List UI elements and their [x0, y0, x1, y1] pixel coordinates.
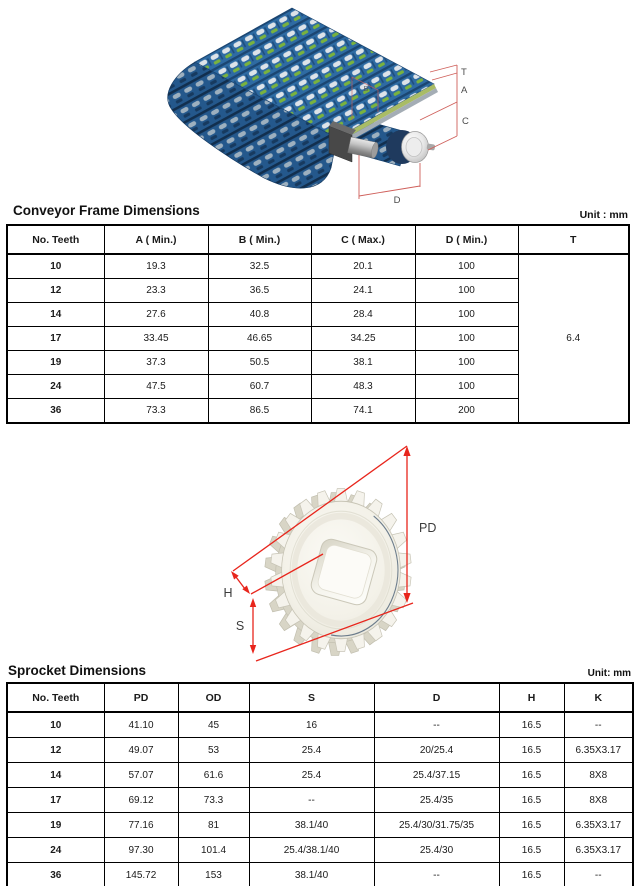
- cell: 47.5: [104, 375, 208, 399]
- table-row: [7, 863, 633, 886]
- sprocket-dim-label-s: S: [235, 619, 245, 633]
- cell-no-teeth: 12: [7, 279, 104, 303]
- conveyor-unit-label: Unit : mm: [579, 209, 628, 221]
- col-header: OD: [178, 683, 249, 712]
- table-row: [7, 813, 633, 838]
- sprocket-figure: [0, 430, 635, 670]
- cell: 6.35X3.17: [564, 738, 633, 763]
- cell: 153: [178, 863, 249, 886]
- cell: 53: [178, 738, 249, 763]
- cell: 24.1: [311, 279, 415, 303]
- col-header: S: [249, 683, 374, 712]
- cell: 6.35X3.17: [564, 813, 633, 838]
- cell: 16.5: [499, 838, 564, 863]
- belt-dim-label-b: B: [363, 84, 369, 93]
- col-header: No. Teeth: [7, 683, 104, 712]
- belt-dim-label-c: C: [462, 116, 469, 127]
- sprocket-unit-label: Unit: mm: [587, 668, 631, 679]
- cell: 46.65: [208, 327, 311, 351]
- table-row: [7, 254, 629, 279]
- cell: 49.07: [104, 738, 178, 763]
- conveyor-figure: [0, 0, 635, 210]
- cell: 33.45: [104, 327, 208, 351]
- cell: 36.5: [208, 279, 311, 303]
- cell: 37.3: [104, 351, 208, 375]
- cell-no-teeth: 36: [7, 399, 104, 424]
- cell: 8X8: [564, 763, 633, 788]
- cell: 16.5: [499, 738, 564, 763]
- table-row: [7, 712, 633, 738]
- cell: 34.25: [311, 327, 415, 351]
- cell: 32.5: [208, 254, 311, 279]
- cell: 19.3: [104, 254, 208, 279]
- cell: 41.10: [104, 712, 178, 738]
- cell-no-teeth: 14: [7, 763, 104, 788]
- cell: 100: [415, 254, 518, 279]
- table-row: [7, 788, 633, 813]
- belt-dim-label-d: D: [393, 195, 401, 206]
- table-row: [7, 738, 633, 763]
- cell: 16.5: [499, 813, 564, 838]
- col-header: C ( Max.): [311, 225, 415, 254]
- cell: 97.30: [104, 838, 178, 863]
- cell: 27.6: [104, 303, 208, 327]
- cell: 16: [249, 712, 374, 738]
- cell: 50.5: [208, 351, 311, 375]
- cell: 200: [415, 399, 518, 424]
- cell: 57.07: [104, 763, 178, 788]
- cell: 100: [415, 303, 518, 327]
- cell: 16.5: [499, 763, 564, 788]
- table-row: [7, 763, 633, 788]
- cell: 73.3: [104, 399, 208, 424]
- cell: 101.4: [178, 838, 249, 863]
- cell: 25.4/30/31.75/35: [374, 813, 499, 838]
- cell: 25.4/35: [374, 788, 499, 813]
- cell: 25.4/38.1/40: [249, 838, 374, 863]
- cell-no-teeth: 19: [7, 351, 104, 375]
- cell: 20.1: [311, 254, 415, 279]
- belt-illustration: [168, 8, 438, 207]
- cell: 20/25.4: [374, 738, 499, 763]
- cell: 100: [415, 351, 518, 375]
- cell-no-teeth: 36: [7, 863, 104, 886]
- sprocket-dimensions-table: [6, 682, 634, 886]
- cell: 69.12: [104, 788, 178, 813]
- col-header: H: [499, 683, 564, 712]
- cell: 77.16: [104, 813, 178, 838]
- cell: 60.7: [208, 375, 311, 399]
- cell: 48.3: [311, 375, 415, 399]
- cell: 25.4: [249, 738, 374, 763]
- col-header: B ( Min.): [208, 225, 311, 254]
- table-header-row: [7, 683, 633, 712]
- cell: --: [249, 788, 374, 813]
- table-header-row: [7, 225, 629, 254]
- cell: --: [564, 712, 633, 738]
- cell: 6.35X3.17: [564, 838, 633, 863]
- col-header: No. Teeth: [7, 225, 104, 254]
- sprocket-section-title: Sprocket Dimensions: [8, 663, 147, 678]
- cell-no-teeth: 17: [7, 327, 104, 351]
- cell: 38.1: [311, 351, 415, 375]
- col-header: T: [518, 225, 629, 254]
- cell: 16.5: [499, 712, 564, 738]
- belt-dim-label-a: A: [461, 85, 468, 96]
- col-header: D ( Min.): [415, 225, 518, 254]
- cell: 61.6: [178, 763, 249, 788]
- table-row: [7, 838, 633, 863]
- cell-no-teeth: 24: [7, 375, 104, 399]
- cell: 16.5: [499, 788, 564, 813]
- belt-dim-label-t: T: [461, 67, 467, 78]
- cell: 100: [415, 279, 518, 303]
- cell: --: [564, 863, 633, 886]
- cell-no-teeth: 24: [7, 838, 104, 863]
- col-header: D: [374, 683, 499, 712]
- cell: 81: [178, 813, 249, 838]
- sprocket-dim-label-pd: PD: [419, 521, 437, 535]
- col-header: K: [564, 683, 633, 712]
- sprocket-dim-label-h: H: [223, 586, 233, 600]
- cell-no-teeth: 19: [7, 813, 104, 838]
- cell: 25.4/37.15: [374, 763, 499, 788]
- roller-hub: [406, 138, 422, 157]
- cell-t-merged: 6.4: [518, 254, 629, 423]
- conveyor-section-title: Conveyor Frame Dimensions: [13, 203, 200, 218]
- cell-no-teeth: 14: [7, 303, 104, 327]
- col-header: PD: [104, 683, 178, 712]
- cell: 8X8: [564, 788, 633, 813]
- cell: 38.1/40: [249, 813, 374, 838]
- cell: 100: [415, 375, 518, 399]
- cell: 38.1/40: [249, 863, 374, 886]
- col-header: A ( Min.): [104, 225, 208, 254]
- cell: --: [374, 712, 499, 738]
- cell: 73.3: [178, 788, 249, 813]
- cell: 145.72: [104, 863, 178, 886]
- cell-no-teeth: 17: [7, 788, 104, 813]
- cell-no-teeth: 10: [7, 254, 104, 279]
- cell: --: [374, 863, 499, 886]
- cell: 23.3: [104, 279, 208, 303]
- cell: 40.8: [208, 303, 311, 327]
- cell-no-teeth: 12: [7, 738, 104, 763]
- cell: 25.4: [249, 763, 374, 788]
- cell: 25.4/30: [374, 838, 499, 863]
- cell: 45: [178, 712, 249, 738]
- cell: 74.1: [311, 399, 415, 424]
- conveyor-dimensions-table: [6, 224, 630, 424]
- cell-no-teeth: 10: [7, 712, 104, 738]
- cell: 16.5: [499, 863, 564, 886]
- cell: 86.5: [208, 399, 311, 424]
- cell: 28.4: [311, 303, 415, 327]
- cell: 100: [415, 327, 518, 351]
